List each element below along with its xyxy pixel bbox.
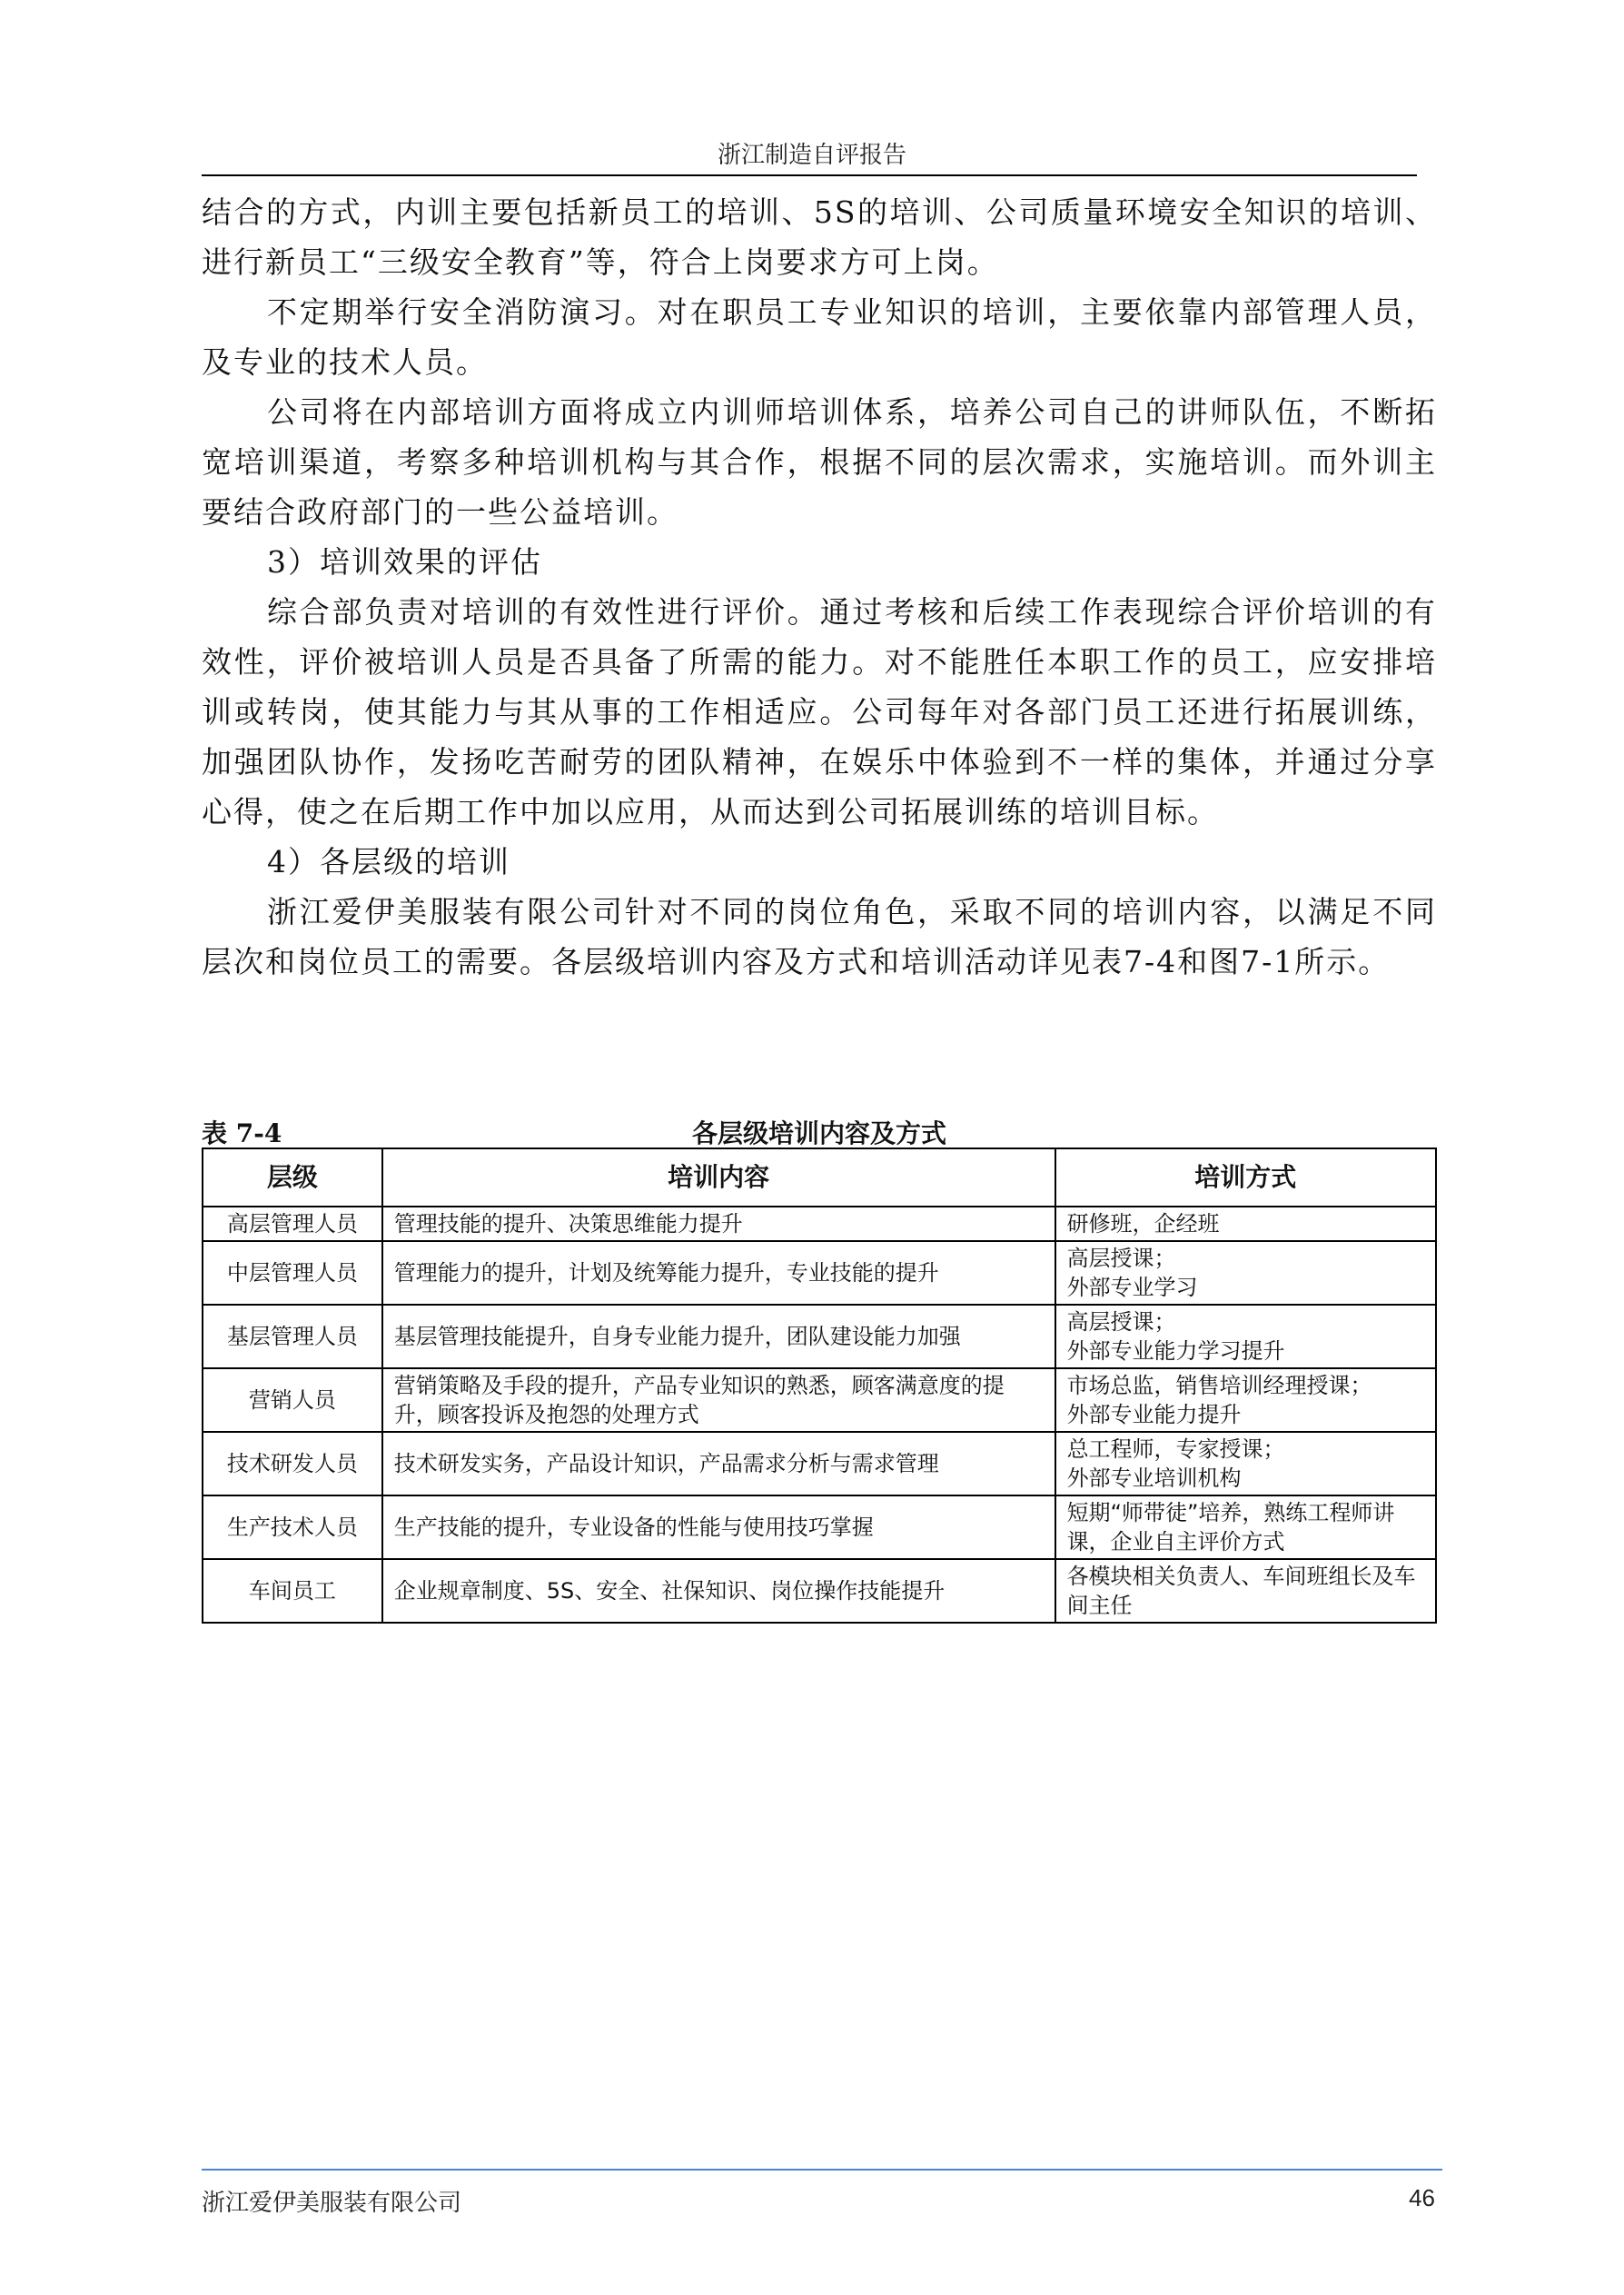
table-cell: 研修班，企经班 (1055, 1207, 1436, 1241)
footer-company: 浙江爱伊美服装有限公司 (202, 2190, 462, 2217)
paragraph: 浙江爱伊美服装有限公司针对不同的岗位角色，采取不同的培训内容，以满足不同层次和岗位员工的需要。各层级培训内容及方式和培训活动详见表7-4和图7-1所示。 (202, 894, 1437, 979)
document-body (202, 187, 1437, 987)
table-cell: 高层授课； 外部专业学习 (1055, 1241, 1436, 1305)
column-header: 培训内容 (382, 1148, 1055, 1207)
header-divider (202, 174, 1417, 176)
table-cell: 市场总监，销售培训经理授课； 外部专业能力提升 (1055, 1368, 1436, 1432)
table-cell: 技术研发人员 (203, 1432, 382, 1495)
section-heading: 4）各层级的培训 (267, 844, 510, 879)
table-cell: 基层管理人员 (203, 1305, 382, 1368)
table-cell: 中层管理人员 (203, 1241, 382, 1305)
table-header-row (203, 1148, 1436, 1207)
table-caption (202, 1114, 1437, 1150)
table-cell: 总工程师，专家授课； 外部专业培训机构 (1055, 1432, 1436, 1495)
table-row (203, 1495, 1436, 1559)
table-number: 表 7-4 (202, 1118, 282, 1148)
table-cell: 各模块相关负责人、车间班组长及车间主任 (1055, 1559, 1436, 1623)
table-row (203, 1368, 1436, 1432)
column-header: 培训方式 (1055, 1148, 1436, 1207)
table-cell: 管理技能的提升、决策思维能力提升 (382, 1207, 1055, 1241)
table-cell: 企业规章制度、5S、安全、社保知识、岗位操作技能提升 (382, 1559, 1055, 1623)
paragraph: 公司将在内部培训方面将成立内训师培训体系，培养公司自己的讲师队伍，不断拓宽培训渠道，考察多种培训机构与其合作，根据不同的层次需求，实施培训。而外训主要结合政府部门的一些公益培训。 (202, 394, 1437, 530)
paragraph: 结合的方式，内训主要包括新员工的培训、5S的培训、公司质量环境安全知识的培训、进行新员工“三级安全教育”等，符合上岗要求方可上岗。 (202, 194, 1437, 280)
table-cell: 短期“师带徒”培养，熟练工程师讲课，企业自主评价方式 (1055, 1495, 1436, 1559)
paragraph: 不定期举行安全消防演习。对在职员工专业知识的培训，主要依靠内部管理人员，及专业的技术人员。 (202, 294, 1437, 380)
section-heading: 3）培训效果的评估 (267, 544, 542, 580)
table-cell: 营销人员 (203, 1368, 382, 1432)
table-cell: 管理能力的提升，计划及统筹能力提升，专业技能的提升 (382, 1241, 1055, 1305)
table-cell: 高层管理人员 (203, 1207, 382, 1241)
table-row (203, 1241, 1436, 1305)
table-cell: 车间员工 (203, 1559, 382, 1623)
table-cell: 基层管理技能提升，自身专业能力提升，团队建设能力加强 (382, 1305, 1055, 1368)
table-title: 各层级培训内容及方式 (691, 1118, 946, 1148)
page-header-title: 浙江制造自评报告 (717, 142, 906, 169)
table-row (203, 1305, 1436, 1368)
table-cell: 生产技能的提升，专业设备的性能与使用技巧掌握 (382, 1495, 1055, 1559)
paragraph: 综合部负责对培训的有效性进行评价。通过考核和后续工作表现综合评价培训的有效性，评价被培训人员是否具备了所需的能力。对不能胜任本职工作的员工，应安排培训或转岗，使其能力与其从事的工作相适应。公司每年对各部门员工还进行拓展训练，加强团队协作，发扬吃苦耐劳的团队精神，在娱乐中体验到不一样的集体，并通过分享心得，使之在后期工作中加以应用，从而达到公司拓展训练的培训目标。 (202, 594, 1437, 830)
table-cell: 高层授课； 外部专业能力学习提升 (1055, 1305, 1436, 1368)
table-cell: 技术研发实务，产品设计知识，产品需求分析与需求管理 (382, 1432, 1055, 1495)
table-row (203, 1432, 1436, 1495)
table-row (203, 1559, 1436, 1623)
column-header: 层级 (203, 1148, 382, 1207)
table-row (203, 1207, 1436, 1241)
training-table (202, 1148, 1437, 1624)
footer-divider (202, 2169, 1442, 2171)
table-cell: 营销策略及手段的提升，产品专业知识的熟悉，顾客满意度的提升，顾客投诉及抱怨的处理方式 (382, 1368, 1055, 1432)
page-number: 46 (1409, 2184, 1435, 2211)
table-cell: 生产技术人员 (203, 1495, 382, 1559)
